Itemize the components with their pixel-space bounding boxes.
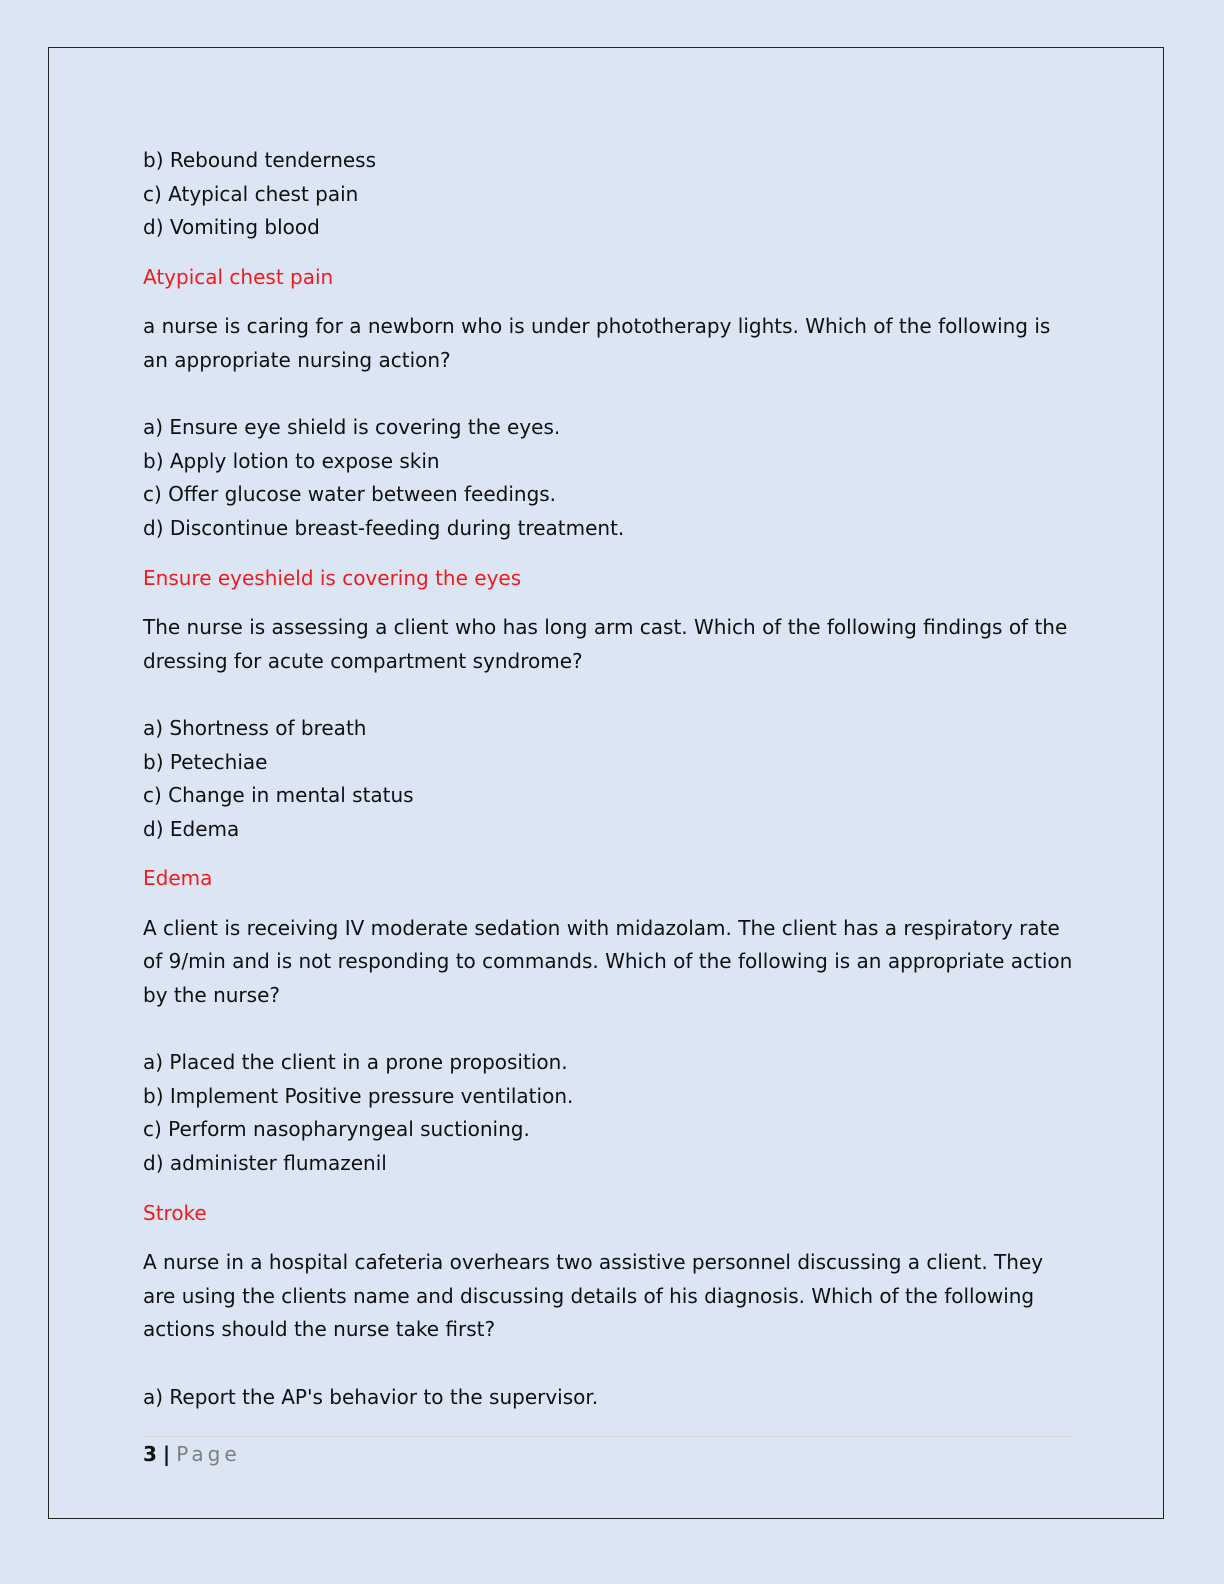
- question-text: A client is receiving IV moderate sedation with midazolam. The client has a respiratory rate of 9/min and is not responding to commands. Which of the following is an appropriate action by the nurse?: [143, 915, 1073, 1008]
- option: a) Ensure eye shield is covering the eyes.: [143, 415, 561, 440]
- option: c) Atypical chest pain: [143, 181, 359, 206]
- option: a) Report the AP's behavior to the supervisor.: [143, 1384, 599, 1409]
- answer-text: Edema: [143, 866, 213, 891]
- document-body: [143, 144, 1073, 1414]
- question-block: [143, 912, 1073, 1230]
- question-block: [143, 144, 1073, 294]
- option: c) Offer glucose water between feedings.: [143, 482, 557, 507]
- option: b) Apply lotion to expose skin: [143, 448, 440, 473]
- option: b) Implement Positive pressure ventilation.: [143, 1083, 574, 1108]
- option: c) Perform nasopharyngeal suctioning.: [143, 1117, 530, 1142]
- option: d) administer flumazenil: [143, 1151, 387, 1176]
- question-text: a nurse is caring for a newborn who is under phototherapy lights. Which of the following is an appropriate nursing action?: [143, 314, 1051, 372]
- option: b) Rebound tenderness: [143, 148, 377, 172]
- page-number: 3: [143, 1442, 157, 1466]
- page-label: Page: [176, 1442, 241, 1466]
- option: b) Petechiae: [143, 749, 268, 774]
- option: a) Placed the client in a prone proposition.: [143, 1050, 568, 1075]
- page-footer: [143, 1440, 241, 1468]
- answer-text: Atypical chest pain: [143, 264, 334, 289]
- option: d) Edema: [143, 816, 240, 841]
- question-block: [143, 310, 1073, 595]
- question-block: [143, 611, 1073, 896]
- answer-text: Ensure eyeshield is covering the eyes: [143, 565, 522, 590]
- option: d) Vomiting blood: [143, 215, 320, 240]
- option: a) Shortness of breath: [143, 715, 367, 740]
- answer-text: Stroke: [143, 1200, 207, 1225]
- option: c) Change in mental status: [143, 783, 414, 808]
- footer-separator: |: [162, 1442, 171, 1466]
- question-text: The nurse is assessing a client who has long arm cast. Which of the following findings of the dressing for acute compartment syndrome?: [143, 615, 1068, 673]
- option: d) Discontinue breast-feeding during treatment.: [143, 515, 625, 540]
- footer-divider: [143, 1436, 1073, 1437]
- question-text: A nurse in a hospital cafeteria overhears two assistive personnel discussing a client. They are using the clients name and discussing details of his diagnosis. Which of the following actions should the nurse take first?: [143, 1250, 1044, 1342]
- question-block: [143, 1246, 1073, 1414]
